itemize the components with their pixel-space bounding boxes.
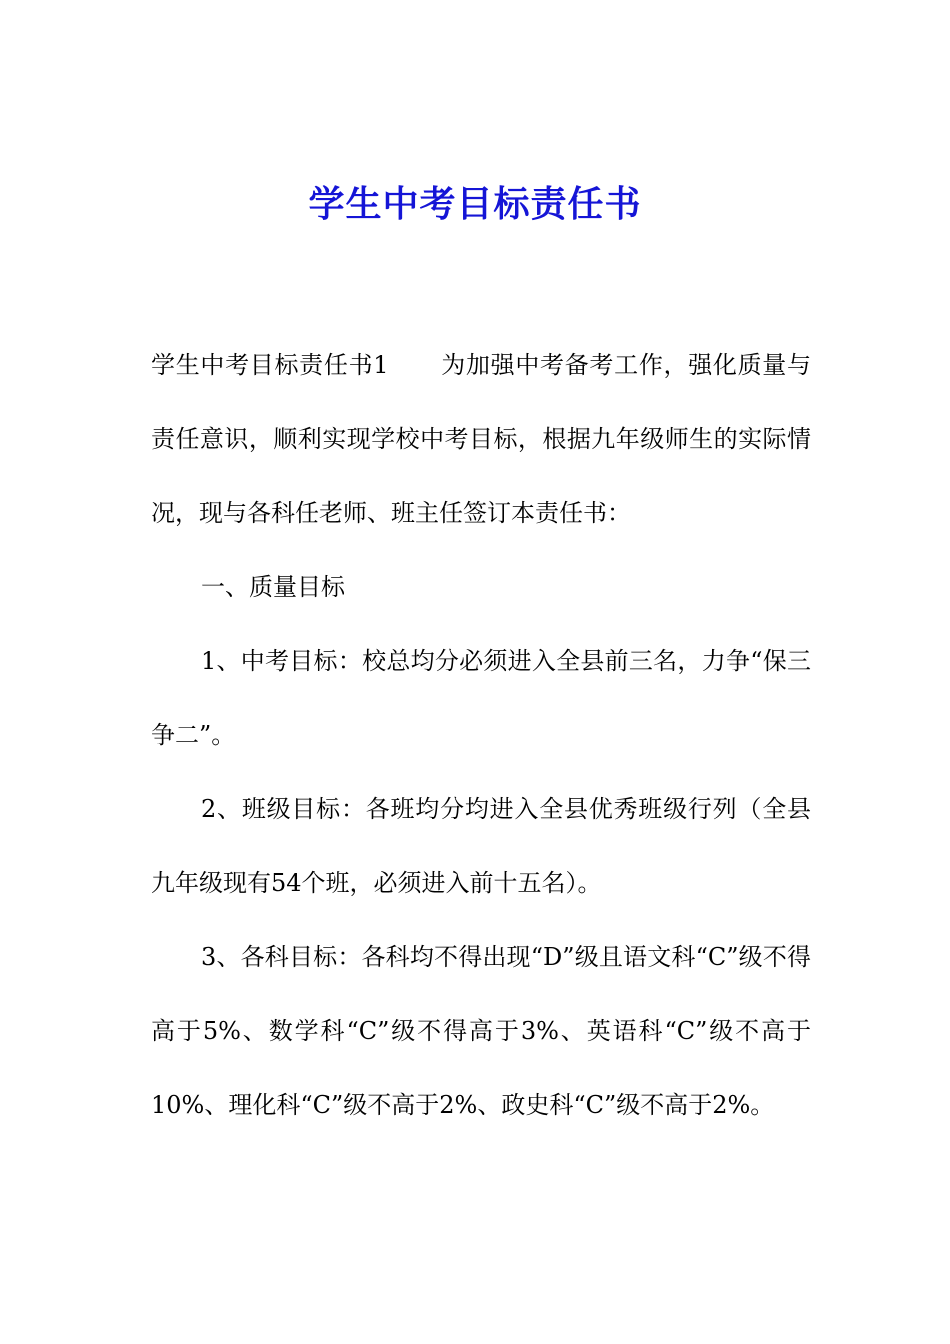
item-2-paragraph: 2、班级目标：各班均分均进入全县优秀班级行列（全县九年级现有54个班，必须进入前十五名）。: [151, 795, 811, 897]
intro-heading: 学生中考目标责任书1: [151, 351, 389, 379]
item-1-paragraph: 1、中考目标：校总均分必须进入全县前三名，力争“保三争二”。: [151, 647, 811, 749]
intro-text: 为加强中考备考工作，强化质量与责任意识，顺利实现学校中考目标，根据九年级师生的实际情况，现与各科任老师、班主任签订本责任书：: [151, 351, 811, 527]
section-1-heading: 一、质量目标: [201, 573, 345, 601]
intro-paragraph: [151, 328, 811, 550]
page-title: 学生中考目标责任书: [308, 183, 642, 225]
document-body: [151, 328, 811, 1142]
item-3-paragraph: 3、各科目标：各科均不得出现“D”级且语文科“C”级不得高于5%、数学科“C”级不得高于3%、英语科“C”级不高于10%、理化科“C”级不高于2%、政史科“C”级不高于2%。: [151, 943, 811, 1119]
